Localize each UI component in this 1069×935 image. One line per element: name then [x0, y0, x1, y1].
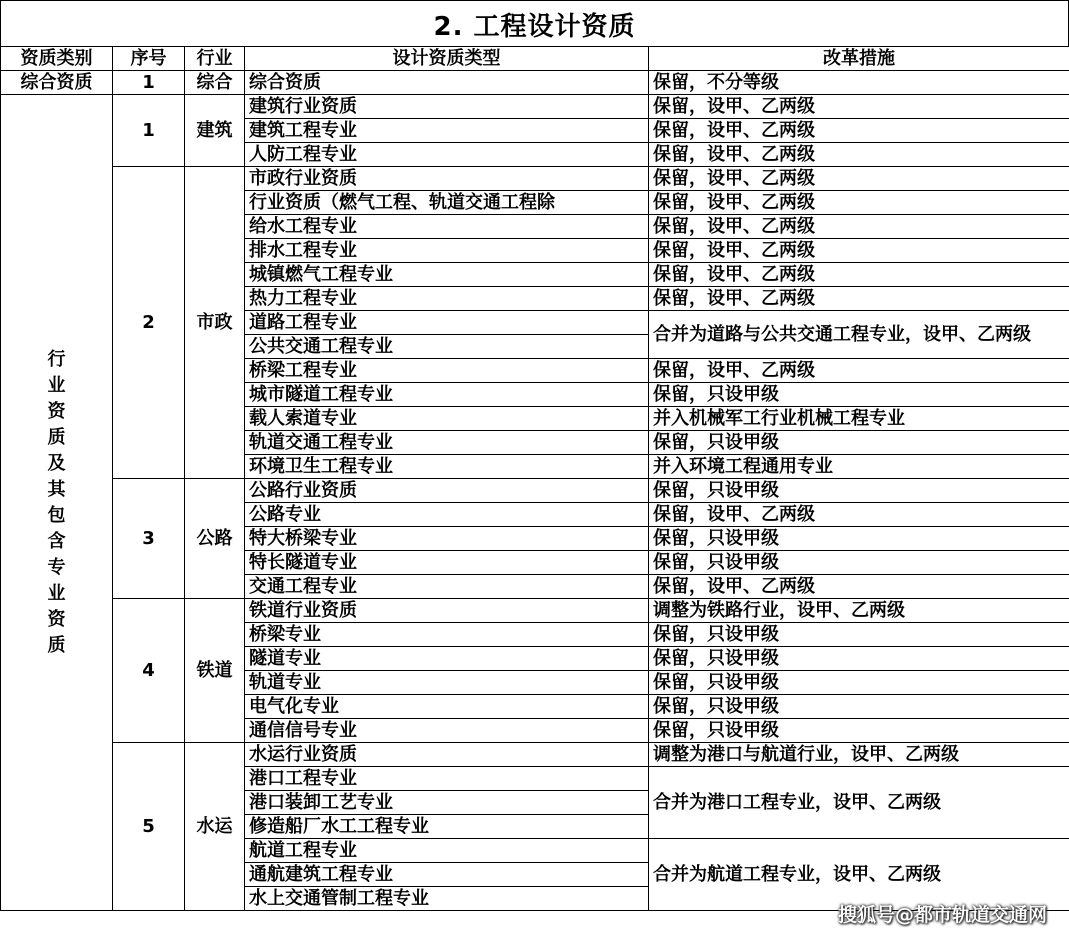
measure-cell: 保留，设甲、乙两级	[649, 95, 1069, 119]
table-row	[1, 95, 1069, 119]
type-cell: 环境卫生工程专业	[245, 455, 649, 479]
measure-cell: 保留，设甲、乙两级	[649, 167, 1069, 191]
header-row	[1, 47, 1069, 71]
type-cell: 交通工程专业	[245, 575, 649, 599]
measure-cell: 保留，只设甲级	[649, 551, 1069, 575]
merged-measure-cell: 合并为道路与公共交通工程专业，设甲、乙两级	[649, 311, 1069, 359]
type-cell: 港口装卸工艺专业	[245, 791, 649, 815]
category-char: 资	[47, 400, 66, 422]
industry-cell: 综合	[185, 71, 245, 95]
category-char: 行	[47, 348, 66, 370]
category-char: 质	[47, 634, 66, 656]
watermark: 搜狐号@都市轨道交通网	[837, 904, 1047, 926]
type-cell: 轨道专业	[245, 671, 649, 695]
table-row	[1, 167, 1069, 191]
measure-cell: 保留，只设甲级	[649, 695, 1069, 719]
header-measure: 改革措施	[649, 47, 1069, 71]
category-char: 包	[47, 504, 66, 526]
type-cell: 城市隧道工程专业	[245, 383, 649, 407]
industry-cell: 公路	[185, 479, 245, 599]
category-char: 资	[47, 608, 66, 630]
industry-cell: 水运	[185, 743, 245, 911]
measure-cell: 并入机械军工行业机械工程专业	[649, 407, 1069, 431]
category-char: 质	[47, 426, 66, 448]
measure-cell: 保留，设甲、乙两级	[649, 215, 1069, 239]
category-char: 业	[47, 374, 66, 396]
table-row	[1, 479, 1069, 503]
qualification-table	[0, 46, 1069, 911]
category-char: 专	[47, 556, 66, 578]
measure-cell: 并入环境工程通用专业	[649, 455, 1069, 479]
type-cell: 建筑行业资质	[245, 95, 649, 119]
measure-cell: 保留，只设甲级	[649, 383, 1069, 407]
measure-cell: 保留，只设甲级	[649, 623, 1069, 647]
merged-measure-cell: 合并为航道工程专业，设甲、乙两级	[649, 839, 1069, 911]
type-cell: 电气化专业	[245, 695, 649, 719]
type-cell: 通航建筑工程专业	[245, 863, 649, 887]
page-title: 2. 工程设计资质	[0, 0, 1069, 47]
type-cell: 公路专业	[245, 503, 649, 527]
category-char: 含	[47, 530, 66, 552]
measure-cell: 保留，设甲、乙两级	[649, 575, 1069, 599]
measure-cell: 调整为港口与航道行业，设甲、乙两级	[649, 743, 1069, 767]
type-cell: 给水工程专业	[245, 215, 649, 239]
category-char: 其	[47, 478, 66, 500]
category-char: 业	[47, 582, 66, 604]
measure-cell: 保留，只设甲级	[649, 431, 1069, 455]
type-cell: 城镇燃气工程专业	[245, 263, 649, 287]
category-cell: 综合资质	[1, 71, 113, 95]
type-cell: 铁道行业资质	[245, 599, 649, 623]
measure-cell: 保留，不分等级	[649, 71, 1069, 95]
no-cell: 3	[113, 479, 185, 599]
header-industry: 行业	[185, 47, 245, 71]
no-cell: 4	[113, 599, 185, 743]
measure-cell: 保留，只设甲级	[649, 719, 1069, 743]
table-row	[1, 599, 1069, 623]
measure-cell: 保留，只设甲级	[649, 479, 1069, 503]
header-no: 序号	[113, 47, 185, 71]
measure-cell: 保留，设甲、乙两级	[649, 359, 1069, 383]
measure-cell: 保留，只设甲级	[649, 671, 1069, 695]
type-cell: 人防工程专业	[245, 143, 649, 167]
type-cell: 热力工程专业	[245, 287, 649, 311]
table-row	[1, 743, 1069, 767]
measure-cell: 保留，设甲、乙两级	[649, 119, 1069, 143]
no-cell: 5	[113, 743, 185, 911]
type-cell: 隧道专业	[245, 647, 649, 671]
industry-cell: 市政	[185, 167, 245, 479]
type-cell: 轨道交通工程专业	[245, 431, 649, 455]
type-cell: 建筑工程专业	[245, 119, 649, 143]
header-type: 设计资质类型	[245, 47, 649, 71]
type-cell: 修造船厂水工工程专业	[245, 815, 649, 839]
industry-cell: 铁道	[185, 599, 245, 743]
type-cell: 载人索道专业	[245, 407, 649, 431]
type-cell: 通信信号专业	[245, 719, 649, 743]
type-cell: 公共交通工程专业	[245, 335, 649, 359]
type-cell: 特大桥梁专业	[245, 527, 649, 551]
merged-measure-cell: 合并为港口工程专业，设甲、乙两级	[649, 767, 1069, 839]
measure-cell: 保留，设甲、乙两级	[649, 191, 1069, 215]
type-cell: 航道工程专业	[245, 839, 649, 863]
measure-cell: 保留，设甲、乙两级	[649, 239, 1069, 263]
header-category: 资质类别	[1, 47, 113, 71]
type-cell: 特长隧道专业	[245, 551, 649, 575]
category-cell	[1, 95, 113, 911]
type-cell: 道路工程专业	[245, 311, 649, 335]
measure-cell: 保留，只设甲级	[649, 527, 1069, 551]
type-cell: 行业资质（燃气工程、轨道交通工程除	[245, 191, 649, 215]
measure-cell: 保留，只设甲级	[649, 647, 1069, 671]
no-cell: 1	[113, 71, 185, 95]
no-cell: 1	[113, 95, 185, 167]
type-cell: 排水工程专业	[245, 239, 649, 263]
type-cell: 水运行业资质	[245, 743, 649, 767]
type-cell: 港口工程专业	[245, 767, 649, 791]
type-cell: 桥梁工程专业	[245, 359, 649, 383]
measure-cell: 保留，设甲、乙两级	[649, 263, 1069, 287]
type-cell: 公路行业资质	[245, 479, 649, 503]
table-row	[1, 71, 1069, 95]
measure-cell: 保留，设甲、乙两级	[649, 287, 1069, 311]
industry-cell: 建筑	[185, 95, 245, 167]
measure-cell: 保留，设甲、乙两级	[649, 143, 1069, 167]
measure-cell: 保留，设甲、乙两级	[649, 503, 1069, 527]
no-cell: 2	[113, 167, 185, 479]
category-char: 及	[47, 452, 66, 474]
type-cell: 桥梁专业	[245, 623, 649, 647]
type-cell: 水上交通管制工程专业	[245, 887, 649, 911]
type-cell: 市政行业资质	[245, 167, 649, 191]
type-cell: 综合资质	[245, 71, 649, 95]
measure-cell: 调整为铁路行业，设甲、乙两级	[649, 599, 1069, 623]
